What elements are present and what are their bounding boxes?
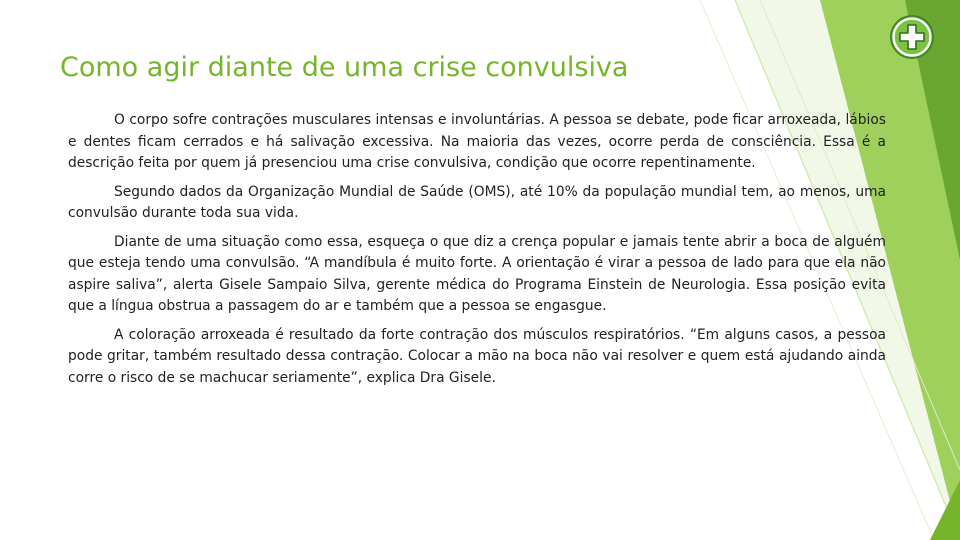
- health-cross-icon: [889, 14, 935, 60]
- slide-title: Como agir diante de uma crise convulsiva: [60, 52, 629, 83]
- paragraph-1: O corpo sofre contrações musculares intensas e involuntárias. A pessoa se debate, pode ficar arroxeada, lábios e dentes ficam cerrados e há salivação excessiva. Na maioria das vezes, ocorre perda de consciência. Essa é a descrição feita por quem já presenciou uma crise convulsiva, condição que ocorre repentinamente.: [68, 112, 886, 171]
- paragraph-3: Diante de uma situação como essa, esqueça o que diz a crença popular e jamais tente abrir a boca de alguém que esteja tendo uma convulsão. “A mandíbula é muito forte. A orientação é virar a pessoa de lado para que ela não aspire saliva”, alerta Gisele Sampaio Silva, gerente médica do Programa Einstein de Neurologia. Essa posição evita que a língua obstrua a passagem do ar e também que a pessoa se engasgue.: [68, 233, 886, 314]
- paragraph-2: Segundo dados da Organização Mundial de Saúde (OMS), até 10% da população mundial tem, ao menos, uma convulsão durante toda sua vida.: [68, 183, 886, 221]
- paragraph-4: A coloração arroxeada é resultado da forte contração dos músculos respiratórios. “Em alguns casos, a pessoa pode gritar, também resultado dessa contração. Colocar a mão na boca não vai resolver e quem está ajudando ainda corre o risco de se machucar seriamente”, explica Dra Gisele.: [68, 326, 886, 386]
- slide-body: [68, 110, 886, 396]
